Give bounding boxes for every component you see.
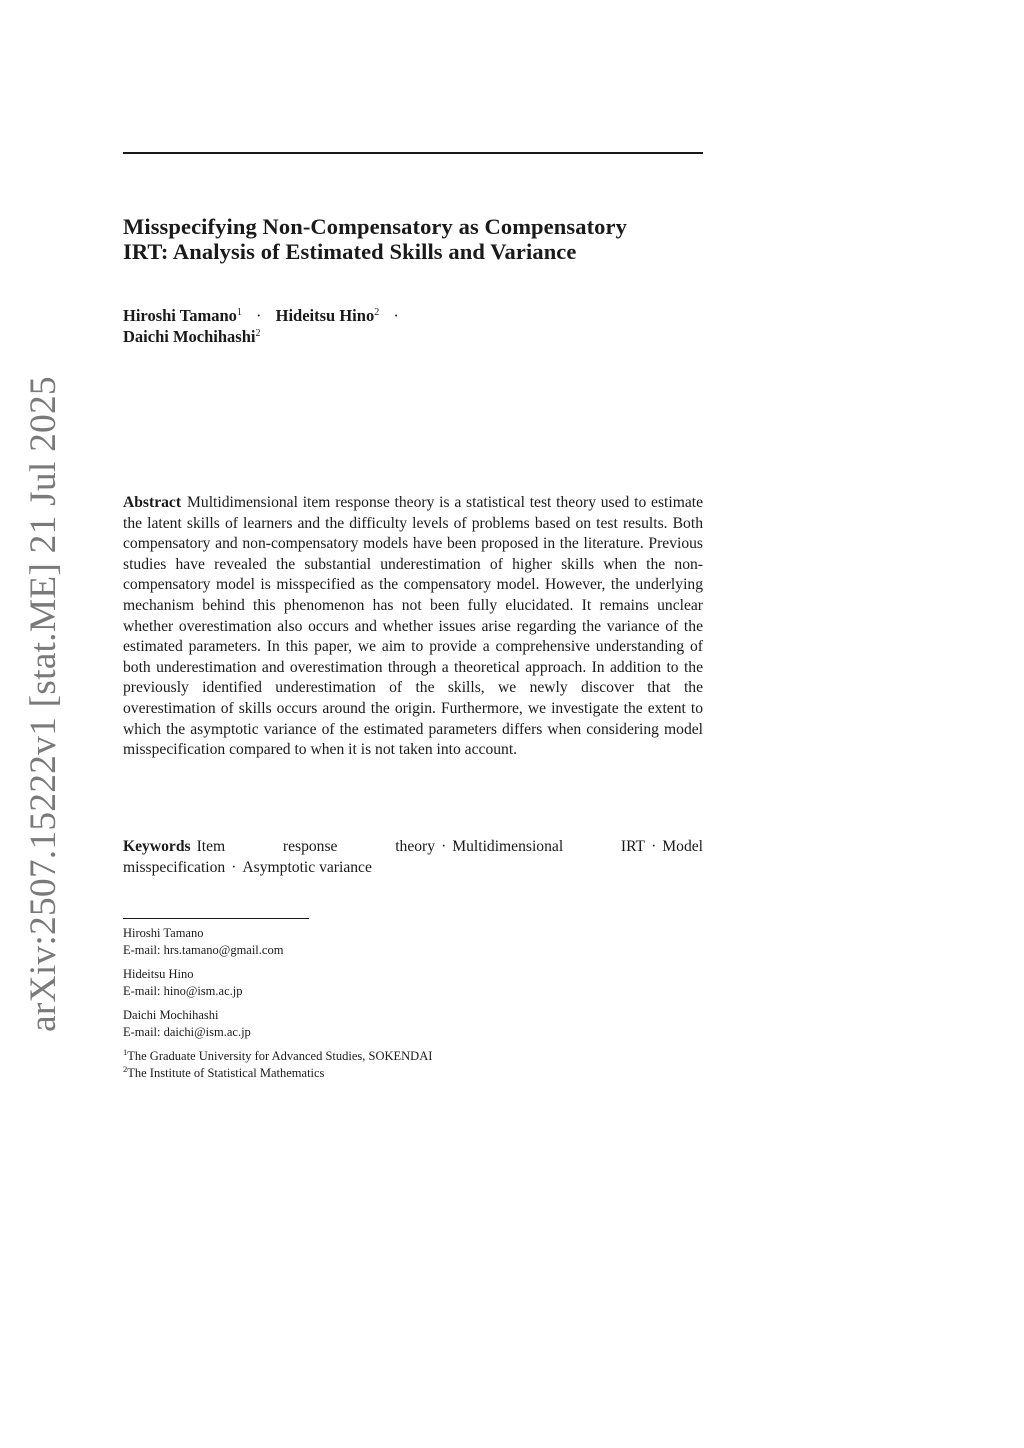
abstract-label: Abstract (123, 494, 182, 511)
contact-name: Hideitsu Hino (123, 967, 194, 981)
top-rule (123, 152, 703, 154)
author-name: Hideitsu Hino (275, 306, 375, 325)
author-line-2 (123, 326, 409, 347)
contact-email: E-mail: hino@ism.ac.jp (123, 983, 243, 998)
keyword: Model misspecification (123, 838, 704, 876)
arxiv-side-stamp: arXiv:2507.15222v1 [stat.ME] 21 Jul 2025 (23, 376, 64, 1032)
contact-email: E-mail: hrs.tamano@gmail.com (123, 942, 284, 957)
keywords (123, 837, 703, 878)
keyword: Asymptotic variance (242, 858, 372, 876)
keyword-separator: · (651, 838, 657, 855)
title-line-2: IRT: Analysis of Estimated Skills and Variance (123, 239, 577, 264)
author-separator: · (256, 306, 262, 325)
title-line-1: Misspecifying Non-Compensatory as Compensatory (123, 214, 627, 239)
keywords-label: Keywords (123, 838, 191, 855)
affiliation-line (123, 1048, 623, 1065)
affiliation-mark: 2 (123, 1063, 128, 1074)
keyword: Item response theory (196, 838, 436, 855)
author-affiliation-mark: 2 (255, 328, 261, 339)
affiliation-text: The Graduate University for Advanced Studies, SOKENDAI (127, 1049, 433, 1063)
contact-block (123, 1007, 623, 1040)
author-name: Daichi Mochihashi (123, 327, 256, 346)
author-line-1 (123, 305, 409, 326)
contact-block (123, 925, 623, 958)
keyword-separator: · (441, 838, 447, 855)
contact-email: E-mail: daichi@ism.ac.jp (123, 1024, 251, 1039)
keyword: Multidimensional IRT (452, 838, 646, 855)
contact-block (123, 966, 623, 999)
affiliation-block (123, 1048, 623, 1081)
affiliation-text: The Institute of Statistical Mathematics (127, 1065, 325, 1080)
abstract-text: Multidimensional item response theory is a statistical test theory used to estimate the latent skills of learners and the difficulty levels of problems based on test results. Both compensatory and non-compensatory models have been proposed in the literature. Previous studies have revealed the substantial underestimation of higher skills when the non-compensatory model is misspecified as the compensatory model. However, the underlying mechanism behind this phenomenon has not been fully elucidated. It remains unclear whether overestimation also occurs and whether issues arise regarding the variance of the estimated parameters. In this paper, we aim to provide a comprehensive understanding of both underestimation and overestimation through a theoretical approach. In addition to the previously identified underestimation of the skills, we newly discover that the overestimation of skills occurs around the origin. Furthermore, we investigate the extent to which the asymptotic variance of the estimated parameters differs when considering model misspecification compared to when it is not taken into account. (123, 494, 703, 759)
author-list (123, 305, 409, 347)
abstract (123, 493, 703, 761)
author-separator: · (393, 306, 399, 325)
contact-name: Hiroshi Tamano (123, 926, 204, 940)
author-affiliation-mark: 2 (374, 307, 380, 318)
author-name: Hiroshi Tamano (123, 306, 237, 325)
footnote-rule (123, 918, 309, 919)
contact-name: Daichi Mochihashi (123, 1008, 219, 1022)
keyword-separator: · (231, 858, 237, 876)
footnotes (123, 925, 623, 1089)
affiliation-mark: 1 (123, 1047, 128, 1057)
affiliation-line (123, 1065, 623, 1082)
author-affiliation-mark: 1 (236, 307, 242, 318)
paper-title (123, 214, 713, 264)
